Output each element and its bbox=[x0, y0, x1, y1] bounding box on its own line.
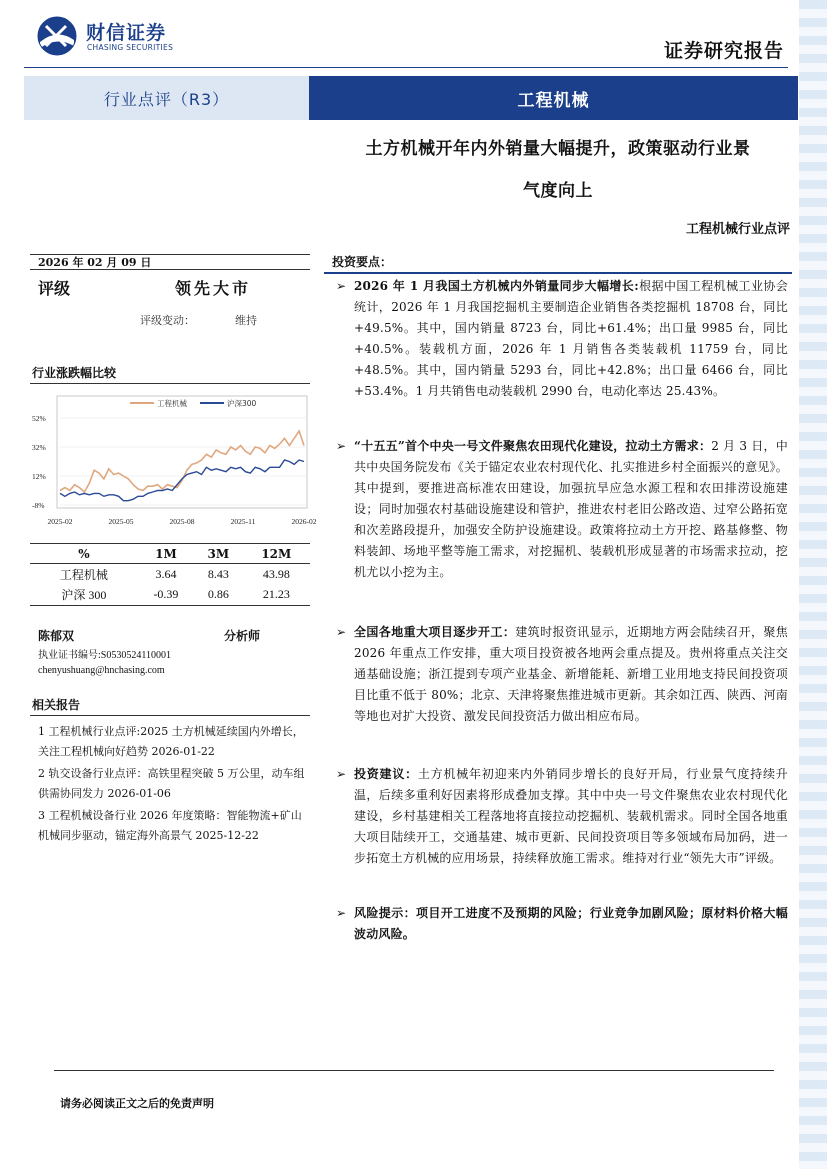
brand-name: 财信证券 bbox=[86, 22, 167, 44]
point-lead: 全国各地重大项目逐步开工： bbox=[354, 625, 516, 639]
point-paragraph bbox=[354, 622, 788, 727]
y-tick-label: -8% bbox=[32, 501, 45, 510]
x-tick-label: 2025-05 bbox=[108, 517, 134, 526]
related-reports-heading: 相关报告 bbox=[30, 694, 310, 716]
list-item[interactable]: 2 轨交设备行业点评：高铁里程突破 5 万公里，动车组供需协同发力 2026-01-06 bbox=[38, 767, 305, 800]
chart-frame bbox=[57, 396, 307, 508]
related-reports-list bbox=[38, 722, 310, 848]
table-cell: 43.98 bbox=[262, 566, 290, 581]
industry-name: 工程机械 bbox=[517, 90, 590, 111]
point-lead: 风险提示：项目开工进度不及预期的风险；行业竞争加剧风险；原材料价格大幅波动风险。 bbox=[354, 906, 788, 941]
legend-label: 工程机械 bbox=[157, 399, 187, 408]
x-tick-label: 2025-02 bbox=[47, 517, 73, 526]
performance-header-cell: 3M bbox=[194, 544, 243, 564]
arrow-bullet-icon: ➢ bbox=[336, 439, 347, 453]
point-text: 建筑时报资讯显示，近期地方两会陆续召开，聚焦 2026 年重点工作安排，重大项目投资被各地两会重点提及。贵州将重点关注交通基础设施；浙江提到专项产业基金、新增能耗、新增工业用地支持民间投资项目比重不低于 80%；北京、天津将聚焦推进城市更新。其余如江西、陕西、河南等地也对扩大投资、激发民间投资活力做出相应布局。 bbox=[354, 625, 788, 723]
analyst-license: 执业证书编号:S0530524110001 bbox=[38, 650, 171, 661]
analyst-contact bbox=[38, 648, 310, 678]
sidebar-info bbox=[30, 254, 310, 334]
point-text: 2 月 3 日，中共中央国务院发布《关于锚定农业农村现代化、扎实推进乡村全面振兴的意见》。其中提到，要推进高标准农田建设，加强抗旱应急水源工程和农田排涝设施建设；同时加强农村基础设施建设和管护，推进农村老旧公路改造、过窄公路拓宽和次差路段提升，加强安全防护设施建设。政策将拉动土方开挖、路基修整、物料装卸、场地平整等施工需求，对挖掘机、装载机形成显著的市场需求拉动，挖机尤以小挖为主。 bbox=[354, 439, 788, 579]
y-tick-label: 52% bbox=[32, 414, 46, 423]
table-cell: 21.23 bbox=[243, 585, 310, 606]
y-tick-label: 32% bbox=[32, 443, 46, 452]
footer-divider bbox=[54, 1070, 774, 1071]
chasing-logo-icon bbox=[36, 16, 78, 56]
table-cell: 8.43 bbox=[207, 566, 229, 581]
performance-header-cell: 1M bbox=[138, 544, 194, 564]
disclaimer-notice[interactable]: 请务必阅读正文之后的免责声明 bbox=[60, 1097, 214, 1110]
rating-change-value: 维持 bbox=[235, 314, 257, 327]
analyst-name: 陈郁双 bbox=[38, 629, 75, 643]
list-item[interactable]: 1 工程机械行业点评:2025 土方机械延续国内外增长，关注工程机械向好趋势 2026-01-22 bbox=[38, 725, 304, 758]
table-cell: 工程机械 bbox=[59, 567, 108, 582]
x-tick-label: 2026-02 bbox=[291, 517, 317, 526]
company-logo bbox=[36, 16, 196, 56]
rating-change-label: 评级变动： bbox=[140, 314, 195, 327]
report-category-banner bbox=[24, 76, 309, 120]
table-row bbox=[30, 564, 310, 585]
legend-label: 沪深300 bbox=[227, 399, 257, 408]
analyst-info bbox=[38, 627, 310, 678]
series-line-industry bbox=[60, 431, 304, 492]
industry-banner bbox=[309, 76, 798, 120]
rating-value: 领先大市 bbox=[175, 279, 252, 298]
analyst-title: 分析师 bbox=[224, 629, 261, 643]
side-decoration-stripe bbox=[799, 0, 827, 1169]
list-item[interactable]: 3 工程机械设备行业 2026 年度策略：智能物流+矿山机械同步驱动，锚定海外高景气 2025-12-22 bbox=[38, 809, 302, 842]
performance-header-row bbox=[30, 544, 310, 564]
y-tick-label: 12% bbox=[32, 472, 46, 481]
point-text: 土方机械年初迎来内外销同步增长的良好开局，行业景气度持续升温，后续多重利好因素将形成叠加支撑。其中中央一号文件聚焦农业农村现代化建设，乡村基建相关工程落地将直接拉动挖掘机、装载机需求。同时全国各地重大项目陆续开工，交通基建、城市更新、民间投资项目等多领域布局加码，进一步拓宽土方机械的应用场景，持续释放施工需求。维持对行业“领先大市”评级。 bbox=[354, 767, 788, 865]
report-subtitle: 工程机械行业点评 bbox=[685, 222, 790, 237]
arrow-bullet-icon: ➢ bbox=[336, 767, 347, 781]
table-row bbox=[30, 585, 310, 606]
report-type: 证券研究报告 bbox=[663, 40, 784, 62]
table-cell: 3.64 bbox=[155, 566, 177, 581]
rating-label: 评级 bbox=[38, 279, 71, 298]
point-paragraph bbox=[354, 903, 788, 945]
point-paragraph bbox=[354, 436, 788, 583]
point-lead: “十五五”首个中央一号文件聚焦农田现代化建设，拉动土方需求： bbox=[354, 439, 712, 453]
arrow-bullet-icon: ➢ bbox=[336, 625, 347, 639]
points-heading: 投资要点： bbox=[332, 255, 393, 269]
rating-row bbox=[30, 270, 310, 306]
table-cell: 沪深 300 bbox=[30, 585, 138, 606]
point-text: 根据中国工程机械工业协会统计，2026 年 1 月我国挖掘机主要制造企业销售各类挖掘机 18708 台，同比+49.5%。其中，国内销量 8723 台，同比+61.4%；出口量 9985 台，同比+40.5%。装载机方面，2026 年 1 月销售各类装载机 11759 台，同比+48.5%。其中，国内销量 5293 台，同比+42.8%；出口量 6466 台，同比+53.4%。1 月共销售电动装载机 2990 台，电动化率达 25.43%。 bbox=[354, 279, 788, 398]
arrow-bullet-icon: ➢ bbox=[336, 906, 347, 920]
rating-change-row bbox=[30, 306, 310, 334]
investment-points bbox=[330, 254, 792, 270]
x-tick-label: 2025-08 bbox=[169, 517, 195, 526]
report-title-line1: 土方机械开年内外销量大幅提升，政策驱动行业景 bbox=[365, 139, 751, 159]
performance-header-cell: % bbox=[30, 544, 138, 564]
points-divider bbox=[324, 272, 792, 274]
point-lead: 投资建议： bbox=[354, 767, 418, 781]
table-cell: -0.39 bbox=[138, 585, 194, 606]
report-title bbox=[318, 128, 798, 212]
header-divider bbox=[24, 67, 788, 68]
brand-name-en: CHASING SECURITIES bbox=[87, 43, 174, 52]
report-category: 行业点评（R3） bbox=[103, 89, 230, 109]
point-lead: 2026 年 1 月我国土方机械内外销量同步大幅增长: bbox=[354, 279, 639, 293]
comparison-chart bbox=[30, 390, 317, 530]
report-date: 2026 年 02 月 09 日 bbox=[30, 254, 310, 270]
point-paragraph bbox=[354, 764, 788, 869]
performance-table bbox=[30, 543, 310, 606]
report-title-line2: 气度向上 bbox=[523, 181, 593, 201]
comparison-heading: 行业涨跌幅比较 bbox=[30, 362, 310, 384]
performance-header-cell: 12M bbox=[243, 544, 310, 564]
x-tick-label: 2025-11 bbox=[230, 517, 256, 526]
arrow-bullet-icon: ➢ bbox=[336, 279, 347, 293]
analyst-email[interactable]: chenyushuang@hnchasing.com bbox=[38, 665, 165, 676]
comparison-chart-svg bbox=[30, 390, 317, 530]
table-cell: 0.86 bbox=[194, 585, 243, 606]
point-paragraph bbox=[354, 276, 788, 402]
